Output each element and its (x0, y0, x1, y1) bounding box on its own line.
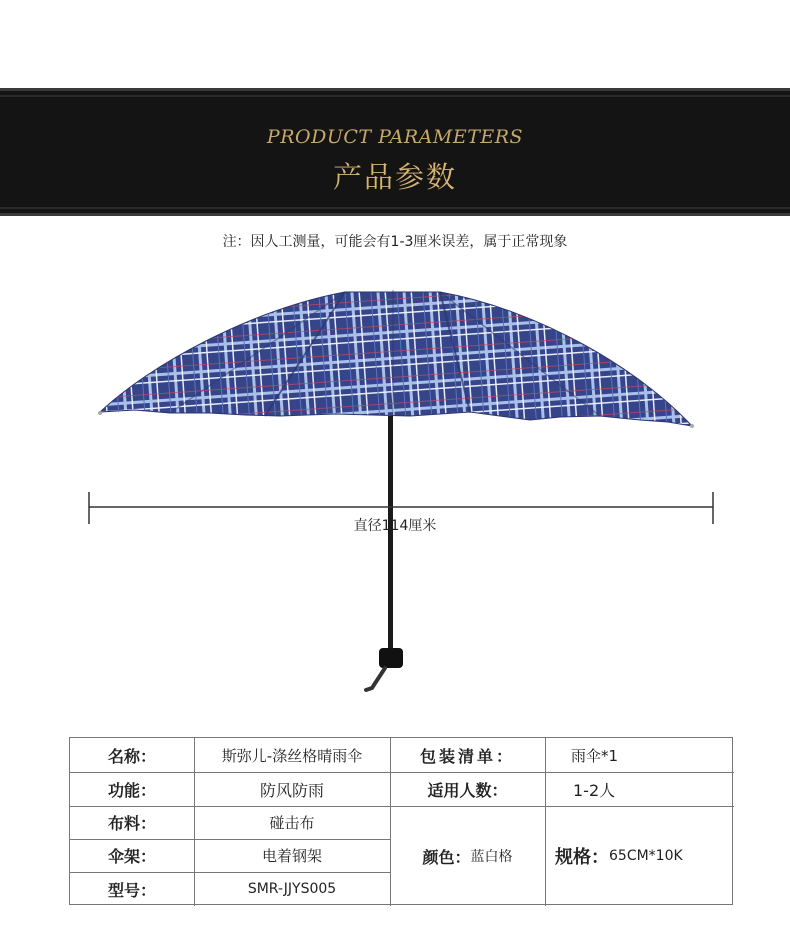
spec-function-label: 功能： (107, 780, 156, 800)
spec-size-value: 65CM*10K (609, 848, 683, 864)
spec-users-value: 1-2人 (573, 780, 616, 800)
spec-size (545, 806, 734, 906)
umbrella-canopy (100, 292, 692, 426)
umbrella-image (0, 270, 790, 710)
spec-model-label: 型号： (107, 880, 156, 900)
spec-color-value: 蓝白格 (470, 849, 513, 865)
header-title-cn: 产品参数 (332, 160, 457, 194)
spec-model-value: SMR-JJYS005 (247, 881, 337, 897)
spec-color-label: 颜色： (422, 847, 471, 867)
measurement-note: 注：因人工测量，可能会有1-3厘米误差，属于正常现象 (222, 234, 568, 250)
umbrella-handle (379, 648, 403, 668)
spec-color (390, 806, 545, 906)
spec-frame-label: 伞架： (107, 847, 156, 866)
spec-frame-value: 电着钢架 (261, 847, 322, 865)
spec-size-label: 规格： (555, 847, 609, 868)
spec-fabric-value: 碰击布 (269, 814, 315, 832)
spec-table (69, 737, 733, 905)
spec-users-label: 适用人数： (427, 780, 508, 800)
header-title-en: PRODUCT PARAMETERS (266, 126, 524, 148)
spec-name-label: 名称： (107, 746, 156, 766)
spec-function-value: 防风防雨 (259, 780, 324, 800)
header-banner (0, 88, 790, 216)
spec-fabric-label: 布料： (107, 814, 156, 833)
diameter-label: 直径114厘米 (353, 518, 437, 534)
spec-name-value: 斯弥儿-涤丝格晴雨伞 (221, 746, 363, 765)
spec-package-value: 雨伞*1 (571, 746, 619, 765)
spec-package-label: 包装清单： (419, 746, 515, 766)
